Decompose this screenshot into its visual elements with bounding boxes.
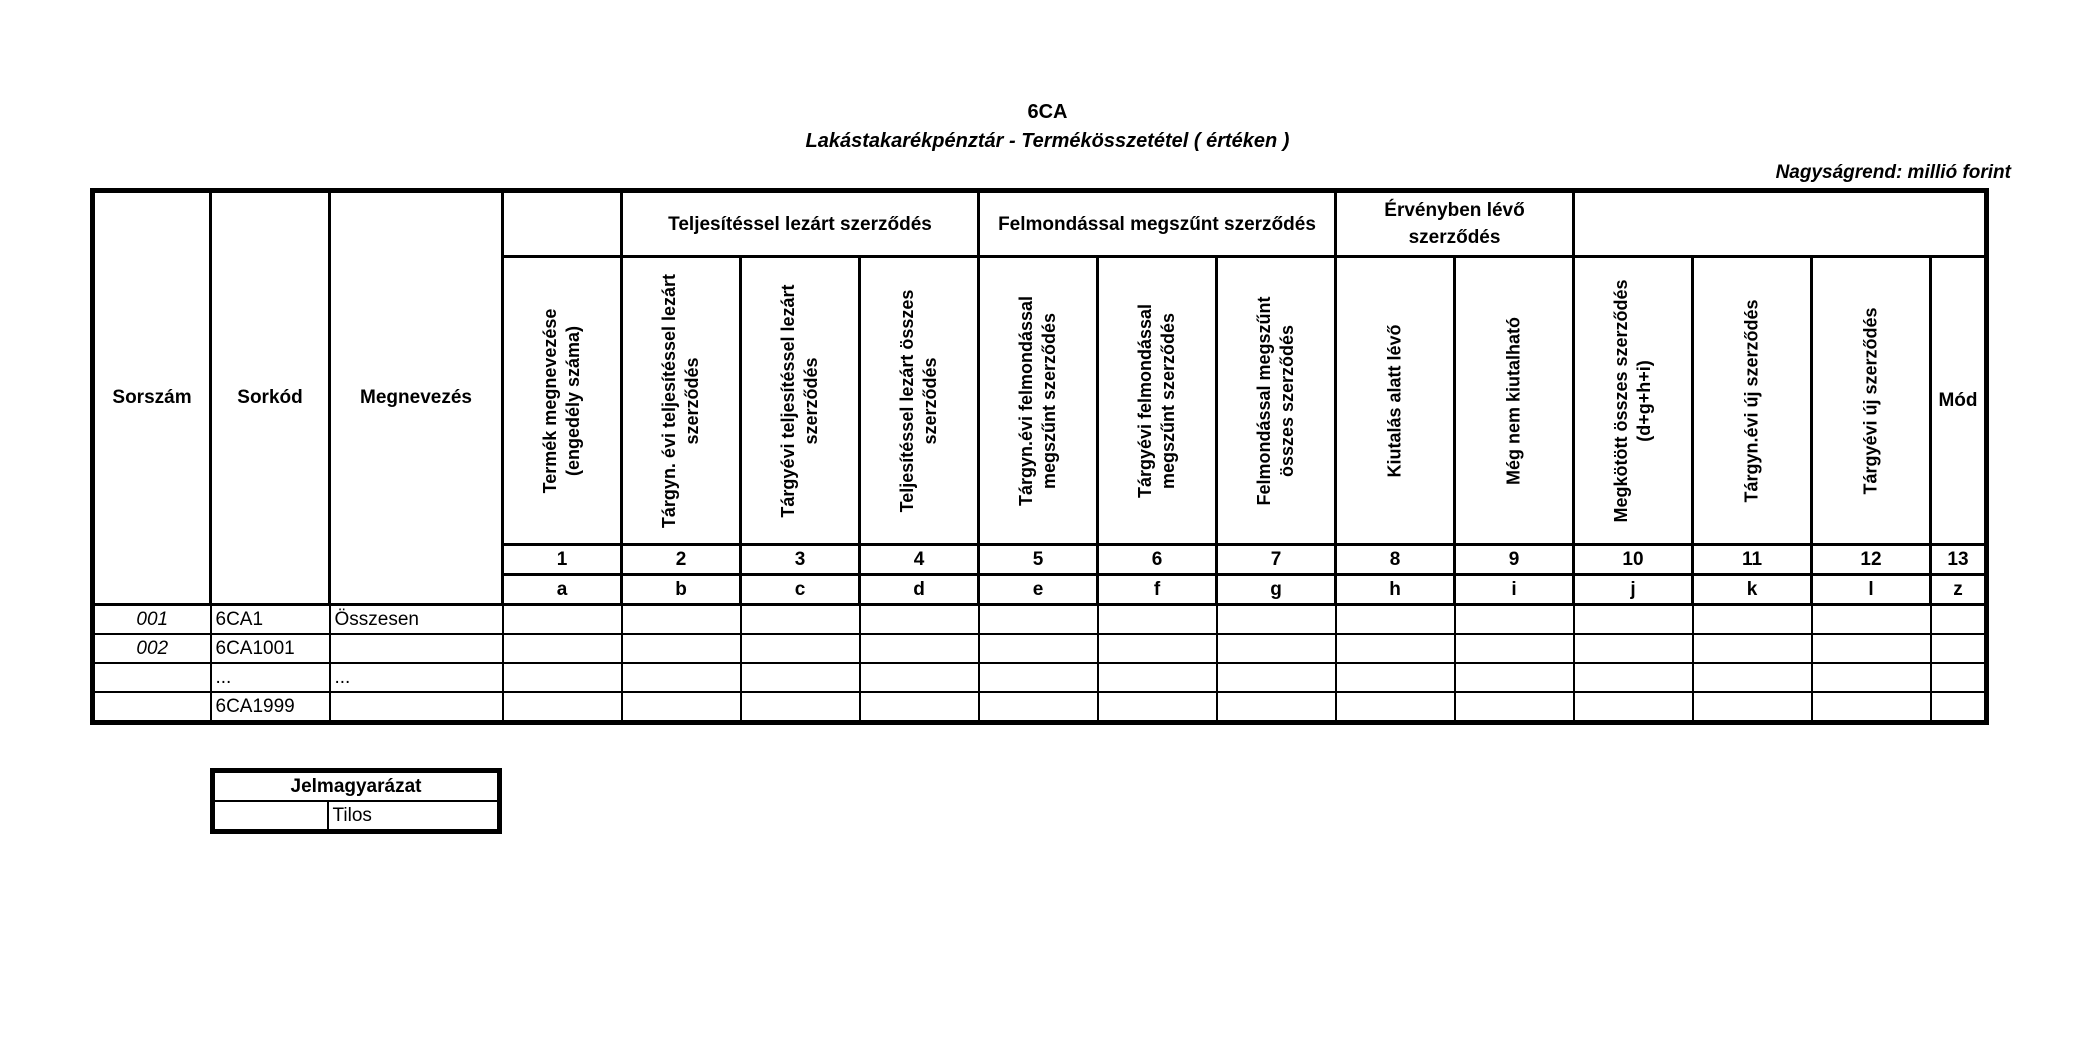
column-number: 11 (1693, 545, 1812, 575)
header-megnevezes: Megnevezés (330, 191, 503, 605)
column-letter: z (1931, 575, 1987, 605)
unit-label: Nagyságrend: millió forint (1775, 162, 2011, 183)
column-letter: k (1693, 575, 1812, 605)
column-letter: l (1812, 575, 1931, 605)
row-megnevezes: Összesen (330, 605, 503, 635)
group-header-empty (503, 191, 622, 257)
column-label: Tárgyévi felmondással megszűnt szerződés (1135, 303, 1178, 498)
column-number: 5 (979, 545, 1098, 575)
row-sorszam: 001 (93, 605, 211, 635)
legend-title: Jelmagyarázat (213, 771, 500, 802)
data-cell[interactable] (1812, 605, 1931, 635)
data-cell[interactable] (1336, 634, 1455, 663)
column-letter: c (741, 575, 860, 605)
column-number: 7 (1217, 545, 1336, 575)
column-header (1812, 257, 1931, 545)
column-header (741, 257, 860, 545)
data-cell[interactable] (741, 634, 860, 663)
column-number: 2 (622, 545, 741, 575)
column-header-mod: Mód (1931, 257, 1987, 545)
data-cell[interactable] (1931, 634, 1987, 663)
column-header (860, 257, 979, 545)
data-cell[interactable] (1098, 605, 1217, 635)
data-cell[interactable] (1098, 663, 1217, 692)
column-number: 10 (1574, 545, 1693, 575)
data-cell[interactable] (1098, 634, 1217, 663)
data-cell[interactable] (860, 692, 979, 723)
product-composition-table (90, 188, 1989, 725)
column-label: Tárgyn.évi felmondással megszűnt szerződés (1016, 295, 1059, 506)
data-cell[interactable] (741, 663, 860, 692)
data-cell[interactable] (1931, 663, 1987, 692)
group-header-empty (1574, 191, 1987, 257)
data-cell[interactable] (622, 634, 741, 663)
column-letter: g (1217, 575, 1336, 605)
column-letter: b (622, 575, 741, 605)
data-cell[interactable] (1693, 692, 1812, 723)
data-cell[interactable] (503, 692, 622, 723)
table-row (93, 692, 1987, 723)
data-cell[interactable] (1455, 634, 1574, 663)
column-label: Megkötött összes szerződés (d+g+h+i) (1611, 278, 1654, 523)
data-cell[interactable] (1574, 663, 1693, 692)
data-cell[interactable] (622, 605, 741, 635)
data-cell[interactable] (1336, 605, 1455, 635)
report-title: Lakástakarékpénztár - Termékösszetétel ( értéken ) (805, 130, 1290, 152)
column-number: 3 (741, 545, 860, 575)
data-cell[interactable] (741, 692, 860, 723)
column-label: Tárgyévi új szerződés (1860, 306, 1881, 495)
row-sorkod: 6CA1 (211, 605, 330, 635)
report-code: 6CA (1027, 101, 1068, 123)
data-cell[interactable] (860, 605, 979, 635)
column-letter: j (1574, 575, 1693, 605)
data-cell[interactable] (979, 634, 1098, 663)
column-number: 8 (1336, 545, 1455, 575)
column-header (979, 257, 1098, 545)
row-megnevezes (330, 634, 503, 663)
legend-swatch (213, 801, 328, 832)
row-megnevezes: ... (330, 663, 503, 692)
data-cell[interactable] (1336, 663, 1455, 692)
row-sorszam (93, 692, 211, 723)
column-number: 12 (1812, 545, 1931, 575)
data-cell[interactable] (860, 634, 979, 663)
row-sorkod: 6CA1999 (211, 692, 330, 723)
column-letter: d (860, 575, 979, 605)
column-letter: e (979, 575, 1098, 605)
column-header (1455, 257, 1574, 545)
data-cell[interactable] (979, 605, 1098, 635)
column-number: 6 (1098, 545, 1217, 575)
data-cell[interactable] (1336, 692, 1455, 723)
data-cell[interactable] (1693, 605, 1812, 635)
column-header (1574, 257, 1693, 545)
data-cell[interactable] (1455, 605, 1574, 635)
column-header (1336, 257, 1455, 545)
column-letter: h (1336, 575, 1455, 605)
column-label: Tárgyn. évi teljesítéssel lezárt szerződés (659, 273, 702, 528)
data-cell[interactable] (1217, 692, 1336, 723)
data-cell[interactable] (1693, 663, 1812, 692)
data-cell[interactable] (503, 634, 622, 663)
data-cell[interactable] (1574, 605, 1693, 635)
column-label: Tárgyn.évi új szerződés (1741, 298, 1762, 503)
data-cell[interactable] (1812, 692, 1931, 723)
column-letter: f (1098, 575, 1217, 605)
data-cell[interactable] (503, 663, 622, 692)
data-cell[interactable] (979, 692, 1098, 723)
data-cell[interactable] (741, 605, 860, 635)
column-label: Felmondással megszűnt összes szerződés (1254, 295, 1297, 506)
group-header-teljesites: Teljesítéssel lezárt szerződés (622, 191, 979, 257)
table-row (93, 663, 1987, 692)
group-header-ervenyben: Érvényben lévő szerződés (1336, 191, 1574, 257)
data-cell[interactable] (1574, 634, 1693, 663)
column-header (1098, 257, 1217, 545)
data-cell[interactable] (1217, 605, 1336, 635)
column-label: Teljesítéssel lezárt összes szerződés (897, 289, 940, 512)
row-sorkod: 6CA1001 (211, 634, 330, 663)
legend-item-label: Tilos (328, 801, 500, 832)
column-number: 1 (503, 545, 622, 575)
data-cell[interactable] (1574, 692, 1693, 723)
column-header (503, 257, 622, 545)
row-sorszam (93, 663, 211, 692)
data-cell[interactable] (1931, 605, 1987, 635)
header-sorszam: Sorszám (93, 191, 211, 605)
legend-table (210, 768, 502, 834)
column-header (1217, 257, 1336, 545)
column-header (1693, 257, 1812, 545)
data-cell[interactable] (1812, 663, 1931, 692)
table-row (93, 605, 1987, 635)
row-sorszam: 002 (93, 634, 211, 663)
row-megnevezes (330, 692, 503, 723)
data-cell[interactable] (1931, 692, 1987, 723)
data-cell[interactable] (1098, 692, 1217, 723)
column-label: Tárgyévi teljesítéssel lezárt szerződés (778, 283, 821, 518)
group-header-felmondas: Felmondással megszűnt szerződés (979, 191, 1336, 257)
data-cell[interactable] (1812, 634, 1931, 663)
column-letter: a (503, 575, 622, 605)
column-label: Termék megnevezése (engedély száma) (540, 308, 583, 493)
row-sorkod: ... (211, 663, 330, 692)
data-cell[interactable] (1455, 663, 1574, 692)
data-cell[interactable] (1693, 634, 1812, 663)
data-cell[interactable] (979, 663, 1098, 692)
header-sorkod: Sorkód (211, 191, 330, 605)
data-cell[interactable] (622, 663, 741, 692)
column-header (622, 257, 741, 545)
column-label: Még nem kiutalható (1503, 316, 1524, 485)
column-label: Kiutalás alatt lévő (1384, 323, 1405, 478)
data-cell[interactable] (503, 605, 622, 635)
data-cell[interactable] (622, 692, 741, 723)
column-number: 13 (1931, 545, 1987, 575)
column-letter: i (1455, 575, 1574, 605)
column-number: 9 (1455, 545, 1574, 575)
data-cell[interactable] (1217, 634, 1336, 663)
data-cell[interactable] (1455, 692, 1574, 723)
column-number: 4 (860, 545, 979, 575)
data-cell[interactable] (860, 663, 979, 692)
data-cell[interactable] (1217, 663, 1336, 692)
table-row (93, 634, 1987, 663)
